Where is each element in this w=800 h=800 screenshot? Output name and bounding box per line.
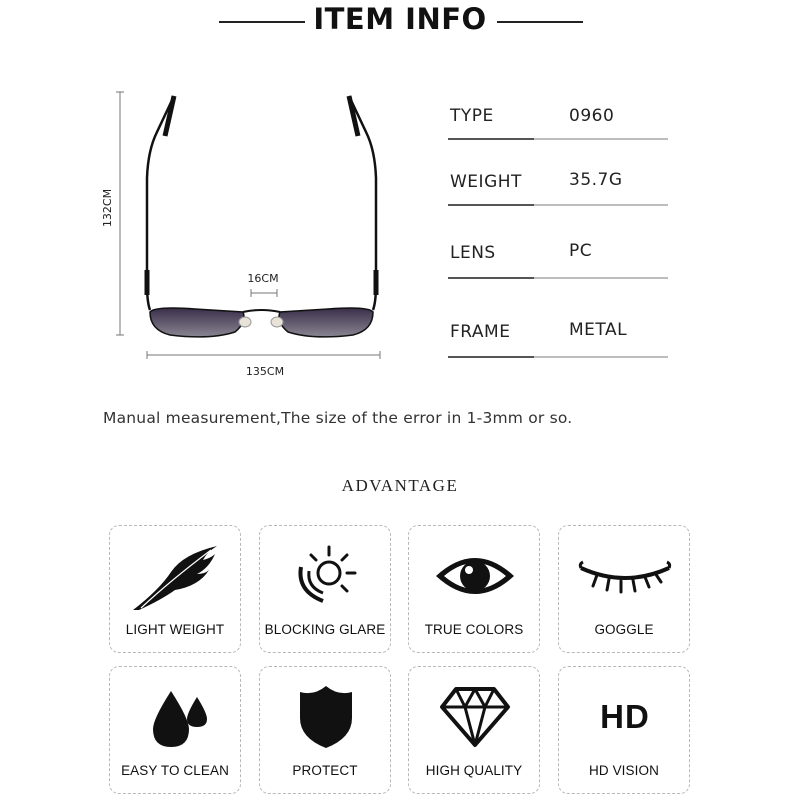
feature-card-goggle	[558, 525, 690, 653]
spec-value: METAL	[569, 320, 628, 340]
height-label: 132CM	[101, 188, 114, 228]
feature-label: PROTECT	[292, 763, 358, 778]
feature-label: EASY TO CLEAN	[121, 763, 229, 778]
hd-icon	[559, 677, 691, 757]
diamond-icon	[409, 677, 541, 757]
feature-card-protect	[259, 666, 391, 794]
feature-card-true-colors	[408, 525, 540, 653]
shield-icon	[260, 677, 392, 757]
spec-label: FRAME	[450, 322, 511, 342]
right-temple	[349, 96, 376, 310]
feature-card-easy-to-clean	[109, 666, 241, 794]
spec-divider	[448, 204, 668, 206]
left-temple	[147, 96, 174, 310]
header-rule-right	[497, 21, 583, 23]
hd-icon-text: HD	[600, 698, 650, 735]
spec-divider	[448, 356, 668, 358]
feature-label: GOGGLE	[594, 622, 654, 637]
width-dimension	[147, 351, 380, 378]
spec-value: 0960	[569, 106, 615, 126]
spec-row-frame	[448, 298, 668, 358]
right-temple-tip	[349, 96, 358, 136]
feature-label: TRUE COLORS	[424, 622, 524, 637]
spec-label: WEIGHT	[450, 172, 522, 192]
spec-row-lens	[448, 219, 668, 279]
glasses-diagram	[95, 80, 415, 380]
right-nose-pad	[271, 317, 283, 327]
height-dimension	[101, 92, 124, 335]
spec-row-weight	[448, 146, 668, 206]
advantage-title: ADVANTAGE	[341, 476, 459, 495]
header-rule-left	[219, 21, 305, 23]
feather-icon	[110, 536, 242, 616]
bridge-dimension	[247, 272, 278, 297]
sun-icon	[260, 536, 392, 616]
width-label: 135CM	[245, 365, 285, 378]
feature-label: BLOCKING GLARE	[264, 622, 386, 637]
water-drops-icon	[110, 677, 242, 757]
spec-label: LENS	[450, 243, 496, 263]
feature-card-blocking-glare	[259, 525, 391, 653]
bridge-label: 16CM	[247, 272, 279, 285]
feature-label: HD VISION	[589, 763, 659, 778]
page-title: ITEM INFO	[313, 2, 487, 36]
feature-card-hd-vision	[558, 666, 690, 794]
closed-eye-icon	[559, 536, 691, 616]
left-temple-tip	[165, 96, 174, 136]
feature-label: HIGH QUALITY	[425, 763, 523, 778]
spec-value: PC	[569, 241, 593, 261]
spec-row-type	[448, 80, 668, 140]
spec-divider	[448, 277, 668, 279]
feature-label: LIGHT WEIGHT	[125, 622, 225, 637]
right-lens	[279, 308, 373, 337]
measurement-note: Manual measurement,The size of the error in 1-3mm or so.	[103, 409, 573, 427]
feature-card-light-weight	[109, 525, 241, 653]
spec-value: 35.7G	[569, 170, 623, 190]
left-nose-pad	[239, 317, 251, 327]
spec-divider	[448, 138, 668, 140]
left-lens	[150, 308, 244, 337]
feature-card-high-quality	[408, 666, 540, 794]
eye-icon	[409, 536, 541, 616]
bridge	[243, 310, 280, 312]
spec-label: TYPE	[450, 106, 494, 126]
